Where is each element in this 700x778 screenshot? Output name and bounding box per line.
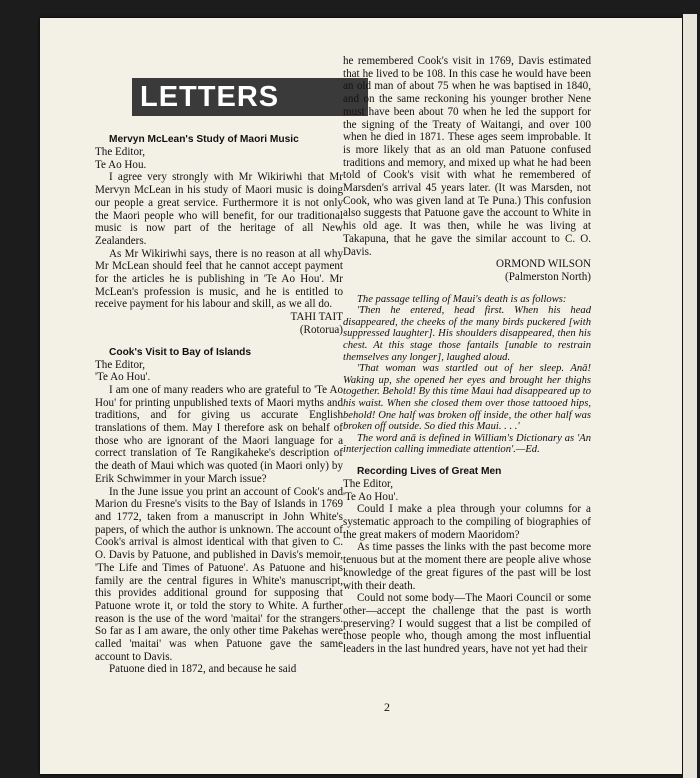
letter1-place: (Rotorua)	[299, 323, 343, 336]
letter3-paragraph: As time passes the links with the past become more tenuous but at the moment there are people alive whose knowledge of the great figures of the past will be lost with their death.	[343, 541, 591, 592]
editor-note-intro: The passage telling of Maui's death is as follows:	[357, 293, 567, 305]
letter2-paragraph: I am one of many readers who are grateful to 'Te Ao Hou' for printing unpublished texts of Maori myths and traditions, and for giving us accurate English translations of them. May I therefore ask on behalf of those who are ignorant of the Maori language for a correct translation of Te Rangikaheke's description of the death of Maui which was quoted (in Maori only) by Erik Schwimmer in your March issue?	[95, 383, 343, 485]
editor-note-paragraph: 'That woman was startled out of her sleep. Anā! Waking up, she opened her eyes and brought her thighs together. Behold! By this time Maui had disappeared up to his waist. When she closed them over those tattooed hips, behold! One half was broken off inside, the other half was broken off outside. So died this Maui. . . .'	[343, 363, 591, 433]
right-column	[343, 55, 591, 656]
letter2-signature: ORMOND WILSON	[495, 258, 591, 271]
letter1-salutation: The Editor,	[95, 146, 146, 158]
letter2-continuation: he remembered Cook's visit in 1769, Davis estimated that he lived to be 108. In this case he would have been an old man of about 75 when he was baptised in 1840, and on the same reckoning his younger brother Nene must have been about 70 when he led the support for the signing of the Treaty of Waitangi, and over 100 when he died in 1871. These ages seem improbable. It is more likely that as an old man Patuone confused traditions and memory, and mixed up what he had been told of Cook's visit with what he remembered of Marsden's arrival 45 years later. (It was Marsden, not Cook, who was given land at Te Puna.) This confusion also suggests that Patuone gave the account to White in his old age. It was then, while he was living at Takapuna, that he gave the similar account to C. O. Davis.	[343, 55, 591, 258]
letter3-salutation: The Editor,	[343, 477, 394, 490]
letter1-paragraph: As Mr Wikiriwhi says, there is no reason at all why Mr McLean should feel that he cannot accept payment for the articles he is publishing in 'Te Ao Hou'. Mr McLean's profession is music, and he is entitled to receive payment for his labour and skill, as we all do.	[95, 247, 343, 311]
letter2-paragraph: Patuone died in 1872, and because he said	[109, 663, 297, 676]
letter2-salutation-2: 'Te Ao Hou'.	[95, 371, 151, 384]
letter2-salutation: The Editor,	[95, 358, 146, 371]
letter1-paragraph: I agree very strongly with Mr Wikiriwhi that Mr Mervyn McLean in his study of Maori music is doing our people a great service. Furthermore it is not only the Maori people who will benefit, for our traditional music is now part of the heritage of all New Zealanders.	[95, 171, 343, 247]
letter3-heading: Recording Lives of Great Men	[357, 465, 502, 477]
letter3-paragraph: Could I make a plea through your columns for a systematic approach to the compiling of biographies of the great makers of modern Maoridom?	[343, 503, 591, 541]
letter3-salutation-2: 'Te Ao Hou'.	[343, 490, 399, 503]
left-column	[95, 134, 343, 676]
letter2-heading: Cook's Visit to Bay of Islands	[109, 346, 252, 358]
letters-banner: LETTERS	[132, 78, 368, 116]
page-edge	[683, 14, 697, 778]
letter1-signature: TAHI TAIT	[290, 311, 343, 324]
editor-note-paragraph: 'Then he entered, head first. When his head disappeared, the cheeks of the many birds puckered [with suppressed laughter]. His shoulders disappeared, then his chest. At this stage those fantails [unable to restrain themselves any longer], laughed aloud.	[343, 305, 591, 363]
letter1-heading: Mervyn McLean's Study of Maori Music	[109, 134, 299, 145]
letter2-place: (Palmerston North)	[505, 270, 591, 283]
letter2-paragraph: In the June issue you print an account of Cook's and Marion du Fresne's visits to the Bay of Islands in 1769 and 1772, taken from a manuscript in John White's papers, of which the author is unknown. The account of Cook's arrival is almost identical with that given to C. O. Davis by Patuone, and published in Davis's memoir, 'The Life and Times of Patuone'. As Patuone and his family are the central figures in White's manuscript, this provides additional ground for supposing that Patuone wrote it, or told the story to White. A further reason is the use of the word 'maitai' for the strangers. So far as I am aware, the only other time Pakehas were called 'maitai' was when Patuone gave the same account to Davis.	[95, 485, 343, 663]
page-number: 2	[384, 700, 390, 714]
editor-note-definition: The word anā is defined in William's Dictionary as 'An interjection calling immediate attention'.—Ed.	[343, 432, 591, 456]
letter1-salutation-2: Te Ao Hou.	[95, 158, 147, 171]
letter3-paragraph: Could not some body—The Maori Council or some other—accept the challenge that the past is worth preserving? I would suggest that a list be compiled of those people who, though among the most influential leaders in the last hundred years, have not yet had their	[343, 592, 591, 656]
editor-note	[343, 294, 591, 456]
